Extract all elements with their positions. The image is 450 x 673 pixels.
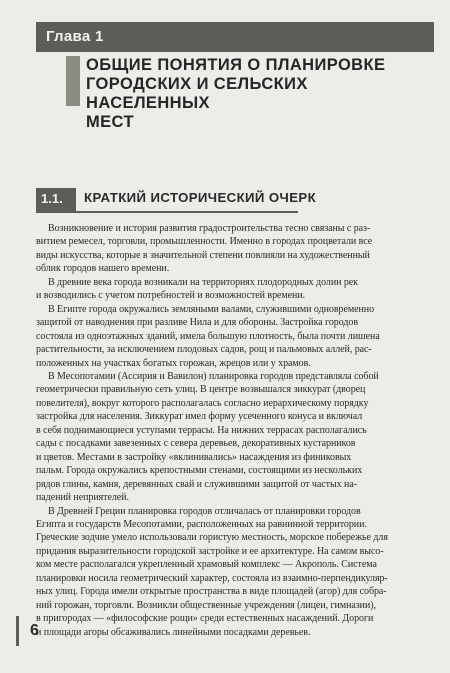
text-line: защитой от наводнения при разливе Нила и для обороны. Застройка городов bbox=[36, 317, 359, 329]
text-line: витием ремесел, торговли, промышленности. Именно в городах процветали все bbox=[36, 236, 373, 248]
chapter-title-marker bbox=[66, 56, 80, 106]
chapter-title-line: ОБЩИЕ ПОНЯТИЯ О ПЛАНИРОВКЕ bbox=[86, 56, 386, 74]
text-line: облик городов нашего времени. bbox=[36, 263, 170, 275]
text-line: пальм. Города окружались крепостными стенами, состоящими из нескольких bbox=[36, 465, 363, 477]
text-line: рядов глины, камня, деревянных свай и служившими защитой от частых на- bbox=[36, 478, 357, 490]
text-line: и возводились с учетом потребностей и возможностей времени. bbox=[36, 290, 306, 302]
paragraph bbox=[36, 303, 434, 370]
text-line: планировки носила геометрический характер, состояла из взаимно-перпендикуляр- bbox=[36, 572, 388, 584]
text-line: в себя поднимающиеся уступами террасы. На нижних террасах располагались bbox=[36, 424, 367, 436]
text-line: повелителя), вокруг которого располагалась согласно иерархическому порядку bbox=[36, 397, 369, 409]
text-line: и цветов. Местами в застройку «вклинивались» насаждения из финиковых bbox=[36, 451, 352, 463]
text-line: ком месте располагался укрепленный храмовый комплекс — Акрополь. Система bbox=[36, 559, 377, 571]
text-line: растительности, за исключением плодовых садов, рощ и пальмовых аллей, рас- bbox=[36, 344, 372, 356]
text-line: падений неприятелей. bbox=[36, 492, 129, 504]
text-line: виды искусства, которые в значительной степени повлияли на художественный bbox=[36, 249, 370, 261]
text-line: застройка для населения. Зиккурат имел форму усеченного конуса и включал bbox=[36, 411, 363, 423]
paragraph bbox=[36, 370, 434, 505]
text-line: положенных на участках богатых горожан, жрецов или у храмов. bbox=[36, 357, 311, 369]
text-line: состояла из одноэтажных зданий, имела большую плотность, была почти лишена bbox=[36, 330, 380, 342]
section-title: КРАТКИЙ ИСТОРИЧЕСКИЙ ОЧЕРК bbox=[84, 190, 317, 205]
text-line: ний горожан, торговли. Возникли общественные учреждения (лицеи, гимназии), bbox=[36, 599, 376, 611]
text-line: Греческие зодчие умело использовали гористую местность, морское побережье для bbox=[36, 532, 388, 544]
text-line: Возникновение и история развития градостроительства тесно связаны с раз- bbox=[48, 223, 371, 234]
chapter-label: Глава 1 bbox=[46, 28, 104, 45]
chapter-title-line: ГОРОДСКИХ И СЕЛЬСКИХ НАСЕЛЕННЫХ bbox=[86, 75, 308, 112]
page-number: 6 bbox=[30, 622, 39, 639]
text-line: геометрически правильную сеть улиц. В центре возвышался зиккурат (дворец bbox=[36, 384, 366, 396]
text-line: В Древней Греции планировка городов отличалась от планировки городов bbox=[48, 505, 361, 517]
section-underline bbox=[36, 211, 298, 213]
text-line: придания выразительности городской застройке и ее архитектуре. На самом высо- bbox=[36, 545, 384, 557]
text-line: Египта и государств Месопотамии, расположенных на равнинной территории. bbox=[36, 518, 367, 530]
text-line: сады с посадками завезенных с севера деревьев, декоративных кустарников bbox=[36, 438, 356, 450]
chapter-banner bbox=[36, 22, 434, 52]
page-number-marker bbox=[16, 616, 19, 646]
section-number: 1.1. bbox=[41, 191, 63, 206]
text-line: ных улиц. Города имели открытые пространства в виде площадей (агор) для собра- bbox=[36, 586, 387, 598]
text-line: В Месопотамии (Ассирия и Вавилон) планировка городов представляла собой bbox=[48, 370, 379, 382]
body-text bbox=[36, 222, 434, 639]
chapter-title bbox=[86, 56, 406, 132]
text-line: и площади агоры обсаживались линейными посадками деревьев. bbox=[36, 626, 311, 638]
paragraph bbox=[36, 276, 434, 303]
text-line: в пригородах — «философские рощи» среди естественных насаждений. Дороги bbox=[36, 613, 374, 625]
section-number-badge bbox=[36, 188, 76, 211]
paragraph bbox=[36, 505, 434, 640]
paragraph bbox=[36, 222, 434, 276]
text-line: В древние века города возникали на территориях плодородных долин рек bbox=[48, 276, 358, 288]
text-line: В Египте города окружались земляными валами, служившими одновременно bbox=[48, 303, 375, 315]
chapter-title-line: МЕСТ bbox=[86, 113, 134, 131]
